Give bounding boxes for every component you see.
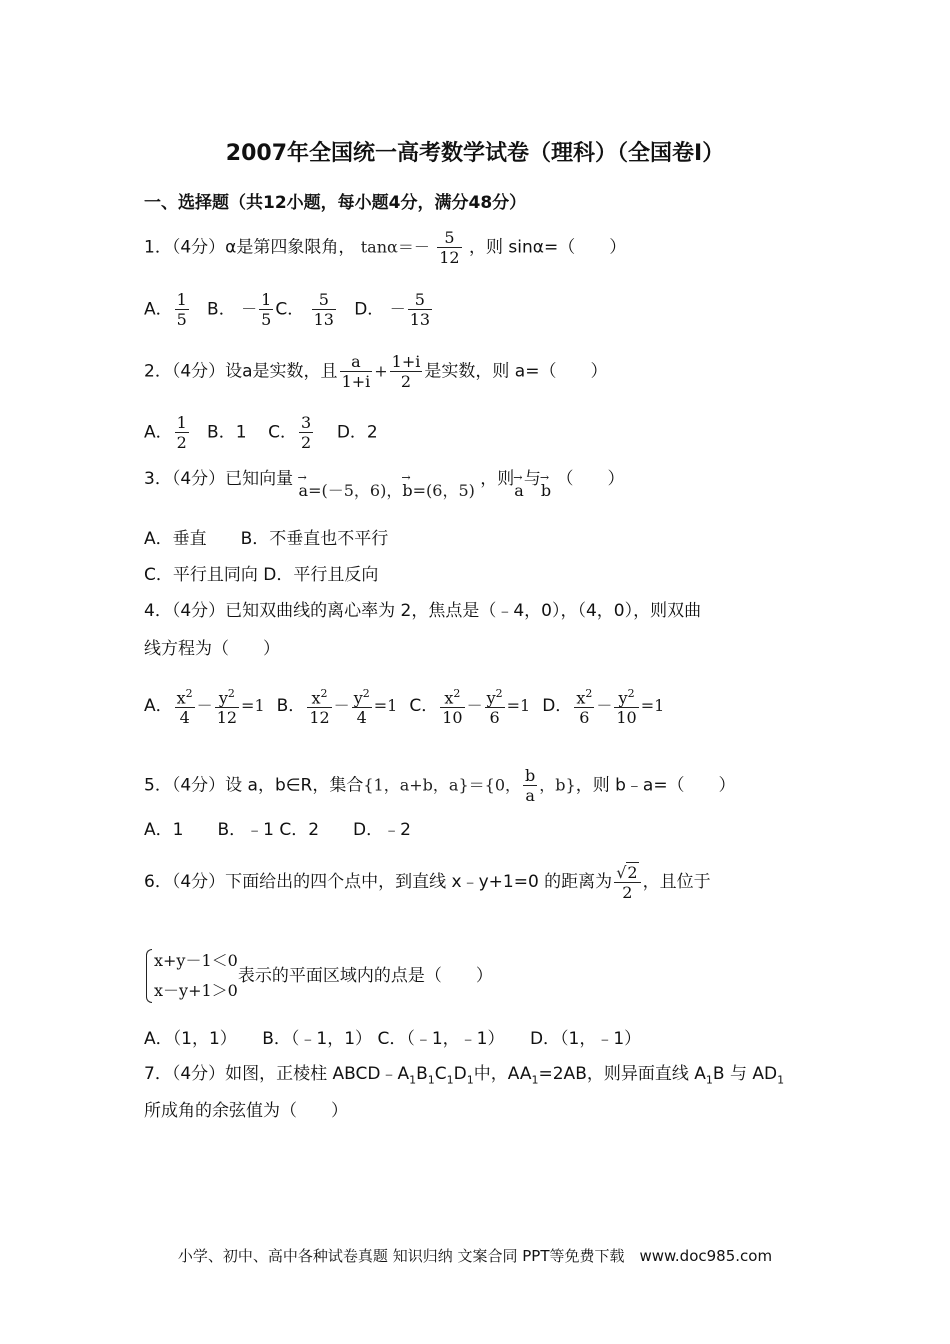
question-6-line-2: x+y－1＜0 x－y+1＞0 表示的平面区域内的点是（ ） (144, 946, 493, 1006)
question-7-line-2: 所成角的余弦值为（ ） (144, 1101, 348, 1121)
question-7-line-1: 7．（4分）如图，正棱柱 $ABCD﹣A_1B_1C_1D_1$中，$AA_1=2AB$，则异面直线 $A_1B$ 与 $AD_1$ (144, 1064, 785, 1087)
q4-option-c: C． $\frac{x^2}{10}$ － $\frac{y^2}{6}$ =1 (409, 696, 530, 716)
inequality-system: x+y－1＜0 x－y+1＞0 (144, 946, 238, 1006)
q4-option-d: D． $\frac{x^2}{6}$ － $\frac{y^2}{10}$ =1 (542, 696, 664, 716)
section-heading: 一、选择题（共12小题，每小题4分，满分48分） (144, 193, 527, 213)
q4-option-a: A． $\frac{x^2}{4}$ － $\frac{y^2}{12}$ =1 (144, 696, 265, 716)
footer-text: 小学、初中、高中各种试卷真题 知识归纳 文案合同 PPT等免费下载 www.doc985.com (177, 1247, 773, 1265)
q6-fraction: $\frac{√2}{2}$ (614, 862, 640, 902)
question-3: 3．（4分）已知向量 → a=(－5，6)，→ b=(6，5) ，则→ a与→ b （ ） (144, 467, 624, 491)
q2-fraction-1: $\frac{a}{1+i}$ (341, 352, 371, 391)
q5-fraction: $\frac{b}{a}$ (525, 766, 536, 805)
document-title: 2007年全国统一高考数学试卷（理科）（全国卷I） (225, 141, 725, 166)
q4-option-b: B． $\frac{x^2}{12}$ － $\frac{y^2}{4}$ =1 (277, 696, 398, 716)
question-5: 5．（4分）设 a，b∈R，集合{1，a+b，a}＝{0， $\frac{b}{a}$ ，b}，则 b﹣a=（ ） (144, 766, 736, 805)
q1-tan: tanα＝－ (360, 237, 430, 257)
question-2: 2．（4分）设a是实数，且 $\frac{a}{1+i}$ + $\frac{1+i}{2}$ 是实数，则 a=（ ） (144, 352, 608, 391)
q6-options: A．（1，1） B．（﹣1，1） C．（﹣1，﹣1） D．（1，﹣1） (144, 1029, 642, 1049)
q3-options-cd: C．平行且同向 D．平行且反向 (144, 565, 379, 585)
q5-options: A．1 B．﹣1 C．2 D．﹣2 (144, 820, 411, 840)
q1-fraction: $\frac{5}{12}$ (439, 228, 460, 267)
q4-options (144, 684, 676, 727)
vector-a: → a (299, 479, 309, 503)
q3-options-ab: A．垂直 B．不垂直也不平行 (144, 529, 389, 549)
question-4-line-1: 4．（4分）已知双曲线的离心率为 2，焦点是（﹣4，0），（4，0），则双曲 (144, 601, 702, 621)
q1-suffix: ，则 sinα=（ ） (469, 237, 627, 258)
vector-b: → b (402, 479, 412, 503)
question-6-line-1: 6．（4分）下面给出的四个点中，到直线 x﹣y+1=0 的距离为 $\frac{√2}{2}$ ，且位于 (144, 863, 711, 902)
q1-options: A． $\frac{1}{5}$ B． － $\frac{1}{5}$ C． $\frac{5}{13}$ D． － $\frac{5}{13}$ (144, 290, 431, 329)
q2-options: A． $\frac{1}{2}$ B．1 C． $\frac{3}{2}$ D．2 (144, 413, 378, 452)
question-4-line-2: 线方程为（ ） (144, 639, 280, 659)
question-1 (144, 228, 626, 267)
q2-fraction-2: $\frac{1+i}{2}$ (391, 352, 421, 391)
q1-prefix: 1．（4分）α是第四象限角， (144, 237, 356, 258)
